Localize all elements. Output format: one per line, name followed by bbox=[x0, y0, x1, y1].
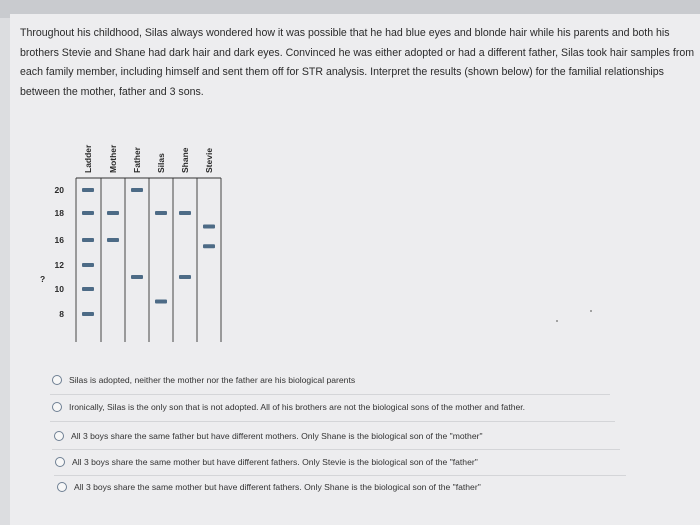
size-label: 18 bbox=[54, 208, 64, 218]
lane-label: Silas bbox=[156, 153, 166, 173]
size-label: 10 bbox=[54, 284, 64, 294]
gel-band bbox=[82, 312, 94, 316]
size-label: 16 bbox=[54, 235, 64, 245]
separator bbox=[50, 421, 615, 422]
answer-label: All 3 boys share the same mother but have different fathers. Only Stevie is the biological son of the "father" bbox=[72, 457, 478, 467]
lane-label: Ladder bbox=[83, 144, 93, 173]
gel-band bbox=[203, 225, 215, 229]
gel-band bbox=[82, 188, 94, 192]
size-label: 8 bbox=[59, 309, 64, 319]
lane-label: Stevie bbox=[204, 147, 214, 173]
gel-band bbox=[107, 211, 119, 215]
gel-band bbox=[131, 188, 143, 192]
answer-label: Silas is adopted, neither the mother nor the father are his biological parents bbox=[69, 375, 356, 385]
size-label: 20 bbox=[54, 185, 64, 195]
answer-label: All 3 boys share the same mother but have different fathers. Only Shane is the biological son of the "father" bbox=[74, 482, 481, 492]
separator bbox=[52, 449, 620, 450]
gel-band bbox=[82, 211, 94, 215]
radio-button[interactable] bbox=[52, 375, 62, 385]
gel-band bbox=[131, 275, 143, 279]
gel-band bbox=[179, 275, 191, 279]
separator bbox=[50, 394, 610, 395]
radio-button[interactable] bbox=[55, 457, 65, 467]
gel-band bbox=[82, 263, 94, 267]
answer-option-4[interactable] bbox=[55, 455, 478, 469]
speck bbox=[556, 320, 558, 322]
answer-option-5[interactable] bbox=[57, 480, 481, 494]
radio-button[interactable] bbox=[54, 431, 64, 441]
radio-button[interactable] bbox=[52, 402, 62, 412]
lane-label: Shane bbox=[180, 147, 190, 173]
radio-button[interactable] bbox=[57, 482, 67, 492]
gel-band bbox=[203, 244, 215, 248]
question-text: Throughout his childhood, Silas always wondered how it was possible that he had blue eyes and blonde hair while his parents and both his brothers Stevie and Shane had dark hair and dark eyes. Convinced he was either adopted or had a different father, Silas took hair samples from each family member, including himself and sent them off for STR analysis. Interpret the results (shown below) for the familial relationships between the mother, father and 3 sons. bbox=[20, 27, 695, 98]
answer-option-1[interactable] bbox=[52, 373, 355, 387]
speck bbox=[590, 310, 592, 312]
answer-option-3[interactable] bbox=[54, 429, 483, 443]
gel-band bbox=[155, 211, 167, 215]
answer-option-2[interactable] bbox=[52, 400, 525, 414]
gel-band bbox=[82, 287, 94, 291]
size-label: 12 bbox=[54, 260, 64, 270]
gel-band bbox=[155, 300, 167, 304]
lane-label: Father bbox=[132, 147, 142, 173]
gel-band bbox=[107, 238, 119, 242]
separator bbox=[54, 475, 626, 476]
answer-label: All 3 boys share the same father but have different mothers. Only Shane is the biological son of the "mother" bbox=[71, 431, 483, 441]
gel-band bbox=[82, 238, 94, 242]
lane-label: Mother bbox=[108, 144, 118, 173]
unknown-mark: ? bbox=[40, 274, 46, 284]
answer-label: Ironically, Silas is the only son that is not adopted. All of his brothers are not the biological sons of the mother and father. bbox=[69, 402, 526, 412]
gel-band bbox=[179, 211, 191, 215]
